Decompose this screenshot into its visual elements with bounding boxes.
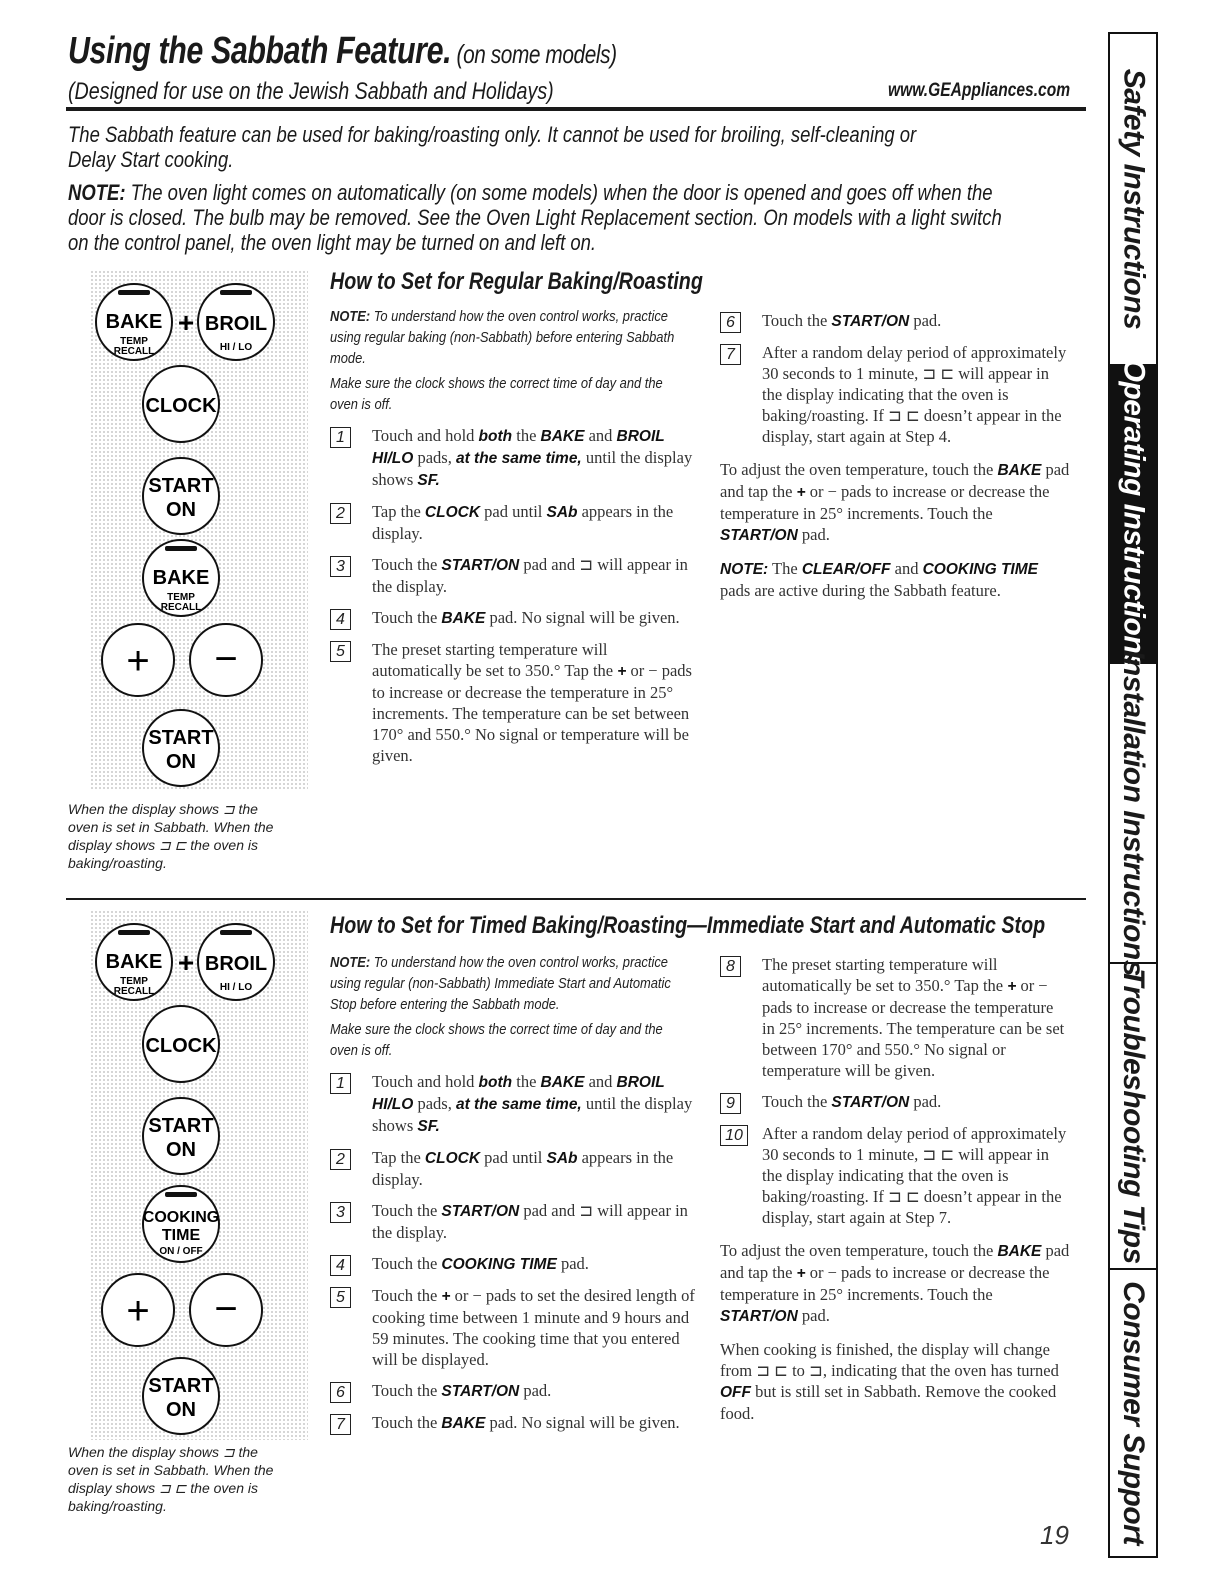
keypad-illustration-regular — [90, 270, 308, 790]
hilo-label: HI / LO — [219, 982, 253, 993]
section-heading-timed: How to Set for Timed Baking/Roasting—Immediate Start and Automatic Stop — [330, 912, 1046, 939]
section-heading-regular: How to Set for Regular Baking/Roasting — [330, 268, 703, 295]
broil-pad — [198, 924, 274, 1000]
start-label: START — [148, 475, 214, 497]
section2-step-1: 1 Touch and hold both the BAKE and BROIL HI/LO pads, at the same time, until the display shows SF. — [330, 1071, 700, 1137]
section2-adjust-paragraph: To adjust the oven temperature, touch the BAKE pad and tap the + or − pads to increase or decrease the temperature in 25° increments. Touch the START/ON pad. — [720, 1241, 1070, 1325]
page-title-sub: (on some models) — [451, 39, 617, 69]
page-title: Using the Sabbath Feature. (on some models) — [68, 30, 617, 72]
section1-step-6: 6 Touch the START/ON pad. — [720, 310, 1070, 332]
plus-label: + — [126, 1289, 150, 1333]
keypad-illustration-timed — [90, 910, 308, 1440]
onoff-label: ON / OFF — [159, 1246, 203, 1257]
start-pad-2 — [143, 1358, 219, 1434]
section1-step-5: 5 The preset starting temperature will automatically be set to 350.° Tap the + or − pads to increase or decrease the temperature in 25° increments. The temperature can be set between 170° and 550.° No signal or temperature will be given. — [330, 639, 700, 766]
recall-label: RECALL — [113, 986, 155, 997]
plus-sign: + — [177, 307, 195, 338]
tab-safety-instructions[interactable]: Safety Instructions — [1110, 34, 1156, 366]
bake-label: BAKE — [105, 951, 163, 973]
section1-step-7: 7 After a random delay period of approximately 30 seconds to 1 minute, ⊐ ⊏ will appear in the display indicating that the oven is baking/roasting. If ⊐ ⊏ doesn’t appear in the display, start again at Step 4. — [720, 342, 1070, 447]
start-label: START — [148, 1115, 214, 1137]
section1-note-paragraph: NOTE: The CLEAR/OFF and COOKING TIME pads are active during the Sabbath feature. — [720, 559, 1038, 600]
hilo-label: HI / LO — [219, 342, 253, 353]
header-rule — [66, 107, 1086, 111]
recall-label: RECALL — [113, 346, 155, 357]
section1-adjust-paragraph: To adjust the oven temperature, touch the BAKE pad and tap the + or − pads to increase or decrease the temperature in 25° increments. Touch the START/ON pad. — [720, 460, 1070, 544]
temp-label: TEMP — [120, 976, 148, 987]
plus-pad — [102, 624, 174, 696]
tab-operating-instructions[interactable]: Operating Instructions — [1110, 366, 1156, 664]
website-link[interactable]: www.GEAppliances.com — [887, 80, 1070, 101]
section2-column-right — [720, 954, 1070, 1424]
section2-step-6: 6 Touch the START/ON pad. — [330, 1380, 700, 1402]
time-label: TIME — [161, 1227, 201, 1244]
start-pad — [143, 1098, 219, 1174]
section2-column-left — [330, 952, 700, 1434]
start-pad — [143, 458, 219, 534]
section1-column-left — [330, 306, 700, 766]
plus-label: + — [126, 639, 150, 683]
cooking-label: COOKING — [142, 1209, 220, 1226]
section1-note2: Make sure the clock shows the correct time of day and the oven is off. — [330, 375, 663, 413]
tab-installation-instructions[interactable]: Installation Instructions — [1110, 664, 1156, 964]
tab-consumer-support[interactable]: Consumer Support — [1117, 1281, 1151, 1545]
section1-step-4: 4 Touch the BAKE pad. No signal will be given. — [330, 607, 700, 629]
clock-pad — [143, 1006, 219, 1082]
section2-note2: Make sure the clock shows the correct time of day and the oven is off. — [330, 1021, 663, 1059]
section2-step-9: 9 Touch the START/ON pad. — [720, 1091, 1070, 1113]
page-number: 19 — [1040, 1520, 1069, 1550]
start-pad-2 — [143, 710, 219, 786]
section-divider — [66, 898, 1086, 900]
minus-pad — [190, 1274, 262, 1346]
bake-label: BAKE — [105, 311, 163, 333]
intro-text: The Sabbath feature can be used for baking/roasting only. It cannot be used for broiling, self-cleaning or Delay Start cooking. NOTE: The oven light comes on automatically (on some models) when the door is opened and goes off when the door is closed. The bulb may be removed. See the Oven Light Replacement section. On models with a light switch on the control panel, the oven light may be turned on and left on. — [68, 122, 1002, 255]
section2-note: NOTE: To understand how the oven control works, practice using regular (non-Sabbath) Immediate Start and Automatic Stop before entering the Sabbath mode. — [330, 954, 671, 1013]
plus-pad — [102, 1274, 174, 1346]
on-label: ON — [166, 499, 196, 521]
section1-step-1: 1 Touch and hold both the BAKE and BROIL HI/LO pads, at the same time, until the display shows SF. — [330, 425, 700, 491]
recall-label: RECALL — [160, 602, 202, 613]
section2-step-8: 8 The preset starting temperature will automatically be set to 350.° Tap the + or − pads to increase or decrease the temperature in 25° increments. The temperature can be set between 170° and 550.° No signal or temperature will be given. — [720, 954, 1070, 1081]
start-label: START — [148, 1375, 214, 1397]
broil-label: BROIL — [204, 313, 268, 335]
section1-step-3: 3 Touch the START/ON pad and ⊐ will appear in the display. — [330, 554, 700, 597]
on-label: ON — [166, 1139, 196, 1161]
bake-pad — [96, 284, 172, 360]
cooking-time-pad — [143, 1186, 219, 1262]
section2-step-10: 10 After a random delay period of approximately 30 seconds to 1 minute, ⊐ ⊏ will appear in the display indicating that the oven is baking/roasting. If ⊐ ⊏ doesn’t appear in the display, start again at Step 7. — [720, 1123, 1070, 1228]
broil-pad — [198, 284, 274, 360]
clock-pad — [143, 366, 219, 442]
clock-label: CLOCK — [145, 395, 217, 417]
on-label: ON — [166, 751, 196, 773]
bake-pad — [96, 924, 172, 1000]
section2-step-7: 7 Touch the BAKE pad. No signal will be given. — [330, 1412, 700, 1434]
start-label: START — [148, 727, 214, 749]
section2-step-4: 4 Touch the COOKING TIME pad. — [330, 1253, 700, 1275]
bake-pad-2 — [143, 540, 219, 616]
minus-label: − — [214, 637, 238, 681]
on-label: ON — [166, 1399, 196, 1421]
minus-pad — [190, 624, 262, 696]
sabbath-display-caption: When the display shows ⊐ the oven is set in Sabbath. When the display shows ⊐ ⊏ the oven is baking/roasting. — [68, 801, 274, 871]
bake-label: BAKE — [152, 567, 210, 589]
section2-step-2: 2 Tap the CLOCK pad until SAb appears in the display. — [330, 1147, 700, 1190]
plus-sign: + — [177, 947, 195, 978]
section2-step-5: 5 Touch the + or − pads to set the desired length of cooking time between 1 minute and 9 hours and 59 minutes. The cooking time that you entered will be displayed. — [330, 1285, 700, 1370]
sabbath-display-caption-2: When the display shows ⊐ the oven is set in Sabbath. When the display shows ⊐ ⊏ the oven is baking/roasting. — [68, 1444, 274, 1514]
tab-troubleshooting-tips[interactable]: Troubleshooting Tips — [1110, 964, 1156, 1270]
minus-label: − — [214, 1287, 238, 1331]
broil-label: BROIL — [204, 953, 268, 975]
section2-finish-paragraph: When cooking is finished, the display will change from ⊐ ⊏ to ⊐, indicating that the oven has turned OFF but is still set in Sabbath. Remove the cooked food. — [720, 1340, 1059, 1423]
section1-note: NOTE: To understand how the oven control works, practice using regular baking (non-Sabbath) before entering Sabbath mode. — [330, 308, 675, 367]
temp-label: TEMP — [167, 592, 195, 603]
section2-step-3: 3 Touch the START/ON pad and ⊐ will appear in the display. — [330, 1200, 700, 1243]
page-subtitle: (Designed for use on the Jewish Sabbath and Holidays) — [68, 78, 554, 105]
section-tabs-sidebar — [1108, 32, 1158, 1558]
temp-label: TEMP — [120, 336, 148, 347]
clock-label: CLOCK — [145, 1035, 217, 1057]
section1-column-right — [720, 310, 1070, 601]
section1-step-2: 2 Tap the CLOCK pad until SAb appears in the display. — [330, 501, 700, 544]
